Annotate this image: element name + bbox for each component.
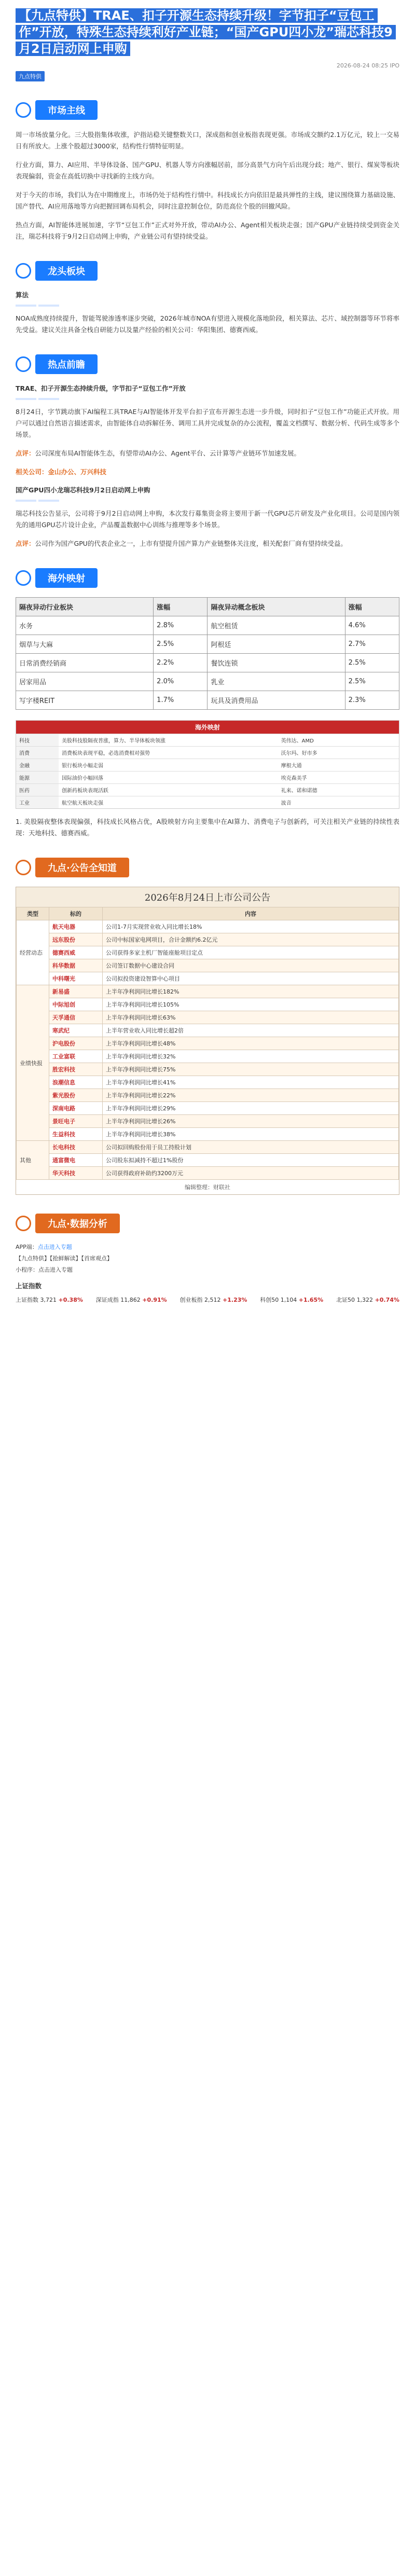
section-market: 市场主线 xyxy=(16,100,399,120)
table-row: 日常消费经销商 2.2% 餐饮连锁 2.5% xyxy=(16,654,399,672)
table-row: 科技 美股科技股隔夜普涨，算力、半导体板块领涨 英伟达、AMD xyxy=(16,734,399,746)
circle-icon xyxy=(16,860,31,875)
hot-item2-title: 国产GPU四小龙瑞芯科技9月2日启动网上申购 xyxy=(16,486,150,494)
market-paragraph: 热点方面，AI智能体进展加速，字节“豆包工作”正式对外开放，带动AI办公、Agent相关板块走强；国产GPU产业链持续受到资金关注，瑞芯科技将于9月2日启动网上申购，产业链公司有望持续受益。 xyxy=(16,221,399,240)
market-paragraph: 周一市场放量分化。三大股指集体收涨，沪指站稳关键整数关口，深成指和创业板指表现更强。市场成交额约2.1万亿元，较上一交易日有所放大。上涨个股超过3000家，结构性行情特征明显。 xyxy=(16,131,399,150)
table-row: 德赛西威 公司获得多家主机厂智能座舱项目定点 xyxy=(17,946,399,959)
hot-item1-title: TRAE、扣子开源生态持续升级，字节扣子“豆包工作”开放 xyxy=(16,384,186,392)
leader-subtitle: 算法 xyxy=(16,291,29,299)
circle-icon xyxy=(16,570,31,586)
divider-bar xyxy=(16,398,399,400)
market-paragraph: 行业方面，算力、AI应用、半导体设备、国产GPU、机器人等方向涨幅居前，部分高景气方向午后出现分歧；地产、银行、煤炭等板块表现偏弱，资金在高低切换中寻找新的主线方向。 xyxy=(16,161,399,180)
table-row: 华天科技 公司获得政府补助约3200万元 xyxy=(17,1167,399,1180)
table-row: 能源 国际油价小幅回落 埃克森美孚 xyxy=(16,771,399,783)
table-row: 天孚通信 上半年净利润同比增长63% xyxy=(17,1011,399,1024)
leader-text: NOA成熟度持续提升，智能驾驶渗透率逐步突破，2026年城市NOA有望进入规模化落地阶段，相关算法、芯片、域控制器等环节将率先受益。建议关注具备全栈自研能力以及量产经验的相关公司：华阳集团、德赛西威。 xyxy=(16,314,399,334)
table-row: 科华数据 公司签订数据中心建设合同 xyxy=(17,959,399,972)
hot-item1-text: 8月24日，字节跳动旗下AI编程工具TRAE与AI智能体开发平台扣子宣布开源生态进一步升级，同时扣子“豆包工作”功能正式开放。用户可以通过自然语言描述需求，由智能体自动拆解任务、调用工具并完成复杂的办公流程，覆盖文档撰写、数据分析、代码生成等多个场景。 xyxy=(16,408,399,438)
article-title: 【九点特供】TRAE、扣子开源生态持续升级！字节扣子“豆包工作”开放，特殊生态持续利好产业链；“国产GPU四小龙”瑞芯科技9月2日启动网上申购 xyxy=(16,7,399,57)
overseas-grid: 海外映射 科技 美股科技股隔夜普涨，算力、半导体板块领涨 英伟达、AMD 消费 消费板块表现平稳，必选消费相对强势 沃尔玛、好市多 金融 银行板块小幅走弱 摩根大通 能源 国际油价小幅回落 埃克森美孚 医药 创新药板块表现活跃 礼来、诺和诺德 工业 航空航天板块走强 波音 xyxy=(16,720,399,809)
table-row: 业绩快报 新易盛 上半年净利润同比增长182% xyxy=(17,985,399,998)
table-row: 居家用品 2.0% 乳业 2.5% xyxy=(16,672,399,691)
table-row: 工业富联 上半年净利润同比增长32% xyxy=(17,1050,399,1063)
article xyxy=(16,7,399,1314)
section-overseas: 海外映射 xyxy=(16,568,399,588)
index-item: 创业板指 2,512 +1.23% xyxy=(179,1297,247,1303)
table-row: 金融 银行板块小幅走弱 摩根大通 xyxy=(16,759,399,771)
table-row: 写字楼REIT 1.7% 玩具及消费用品 2.3% xyxy=(16,691,399,710)
divider-bar xyxy=(16,305,399,307)
circle-icon xyxy=(16,1216,31,1231)
index-strip xyxy=(16,1296,399,1304)
index-label: 上证指数 xyxy=(16,1282,42,1290)
table-row: 浪潮信息 上半年净利润同比增长41% xyxy=(17,1076,399,1089)
app-links: APP端：点击进入专题 【九点特供】【抢鲜解读】【首席观点】 小程序：点击进入专题 xyxy=(16,1244,113,1273)
table-row: 寒武纪 上半年营业收入同比增长超2倍 xyxy=(17,1024,399,1037)
table-row: 其他 长电科技 公司拟回购股份用于员工持股计划 xyxy=(17,1141,399,1154)
hot-item2-comment: 点评：公司作为国产GPU的代表企业之一，上市有望提升国产算力产业链整体关注度，相关配套厂商有望持续受益。 xyxy=(16,540,347,547)
section-data: 九点·数据分析 xyxy=(16,1214,399,1233)
table-row: 中科曙光 公司拟投资建设智算中心项目 xyxy=(17,972,399,985)
hot-item1-related: 相关公司：金山办公、万兴科技 xyxy=(16,468,107,476)
article-meta: 2026-08-24 08:25 IPO xyxy=(336,62,399,69)
table-row: 远东股份 公司中标国家电网项目，合计金额约6.2亿元 xyxy=(17,933,399,946)
table-row: 工业 航空航天板块走强 波音 xyxy=(16,796,399,808)
table-row: 经营动态 航天电器 公司1-7月实现营业收入同比增长18% xyxy=(17,920,399,933)
overseas-note: 1. 美股隔夜整体表现偏强，科技成长风格占优，A股映射方向主要集中在AI算力、消费电子与创新药，可关注相关产业链的持续性表现：天地科技、德赛西威。 xyxy=(16,818,399,837)
table-row: 消费 消费板块表现平稳，必选消费相对强势 沃尔玛、好市多 xyxy=(16,746,399,759)
index-item: 深证成指 11,862 +0.91% xyxy=(95,1297,167,1303)
index-item: 北证50 1,322 +0.74% xyxy=(336,1297,399,1303)
section-hot: 热点前瞻 xyxy=(16,354,399,374)
hot-item1-comment: 点评：公司深度布局AI智能体生态，有望带动AI办公、Agent平台、云计算等产业链环节加速发展。 xyxy=(16,449,300,457)
table-row: 胜宏科技 上半年净利润同比增长75% xyxy=(17,1063,399,1076)
app-link[interactable]: 点击进入专题 xyxy=(37,1244,72,1250)
author-badge: 九点特供 xyxy=(16,71,45,81)
table-row: 沪电股份 上半年净利润同比增长48% xyxy=(17,1037,399,1050)
notice-table: 2026年8月24日上市公司公告 类型 标的 内容 经营动态 航天电器 公司1-7月实现营业收入同比增长18% 远东股份 公司中标国家电网项目，合计金额约6.2亿元 德赛西威 公司获得多家主机厂智能座舱项目定点 科华数据 公司签订数据中心建设合同 中科曙光 公司拟投资建设智算中心项目 业绩快报 新易盛 上半年净利润同比增长182% 中际旭创 上半年净利润同比增长105% 天孚通信 上半年净利润同比增长63% 寒武纪 上半年营业收入同比增长超2倍 沪电股份 上半年净利润同比增长48% 工业富联 上半年净利润同比增长32% 胜宏科技 上半年净利润同比增长75% 浪潮信息 上半年净利润同比增长41% 紫光股份 上半年净利润同比增长22% 深南电路 上半年净利润同比增长29% 景旺电子 上半年净利润同比增长26% 生益科技 上半年净利润同比增长38% 其他 长电科技 公司拟回购股份用于员工持股计划 通富微电 公司股东拟减持不超过1%股份 华天科技 公司获得政府补助约3200万元 编辑整理：财联社 xyxy=(16,887,399,1195)
table-row: 通富微电 公司股东拟减持不超过1%股份 xyxy=(17,1154,399,1167)
table-row: 景旺电子 上半年净利润同比增长26% xyxy=(17,1115,399,1128)
section-leader: 龙头板块 xyxy=(16,261,399,281)
table-row: 生益科技 上半年净利润同比增长38% xyxy=(17,1128,399,1141)
table-row: 深南电路 上半年净利润同比增长29% xyxy=(17,1102,399,1115)
index-item: 上证指数 3,721 +0.38% xyxy=(16,1297,83,1303)
overseas-table: 隔夜异动行业板块 涨幅 隔夜异动概念板块 涨幅 水务 2.8% 航空租赁 4.6% 烟草与大麻 2.5% 阿根廷 2.7% 日常消费经销商 2.2% 餐饮连锁 2.5% 居家用品 2.0% 乳业 2.5% 写字楼REIT 1.7% 玩具及消费用品 2.3% xyxy=(16,597,399,710)
table-row: 医药 创新药板块表现活跃 礼来、诺和诺德 xyxy=(16,783,399,796)
hot-item2-text: 瑞芯科技公告显示，公司将于9月2日启动网上申购，本次发行募集资金将主要用于新一代GPU芯片研发及产业化项目。公司是国内领先的通用GPU芯片设计企业，产品覆盖数据中心训练与推理等多个场景。 xyxy=(16,509,399,529)
table-row: 烟草与大麻 2.5% 阿根廷 2.7% xyxy=(16,635,399,654)
circle-icon xyxy=(16,263,31,279)
circle-icon xyxy=(16,356,31,372)
circle-icon xyxy=(16,102,31,118)
divider-bar xyxy=(16,500,399,502)
table-row: 中际旭创 上半年净利润同比增长105% xyxy=(17,998,399,1011)
market-paragraph: 对于今天的市场，我们认为在中期维度上，市场仍处于结构性行情中。科技成长方向依旧是最具弹性的主线，建议围绕算力基础设施、国产替代、AI应用落地等方向把握回调布局机会，同时注意控制仓位，防范高位个股的回撤风险。 xyxy=(16,191,399,210)
section-notice: 九点·公告全知道 xyxy=(16,858,399,877)
index-item: 科创50 1,104 +1.65% xyxy=(260,1297,324,1303)
table-row: 紫光股份 上半年净利润同比增长22% xyxy=(17,1089,399,1102)
table-row: 水务 2.8% 航空租赁 4.6% xyxy=(16,616,399,635)
